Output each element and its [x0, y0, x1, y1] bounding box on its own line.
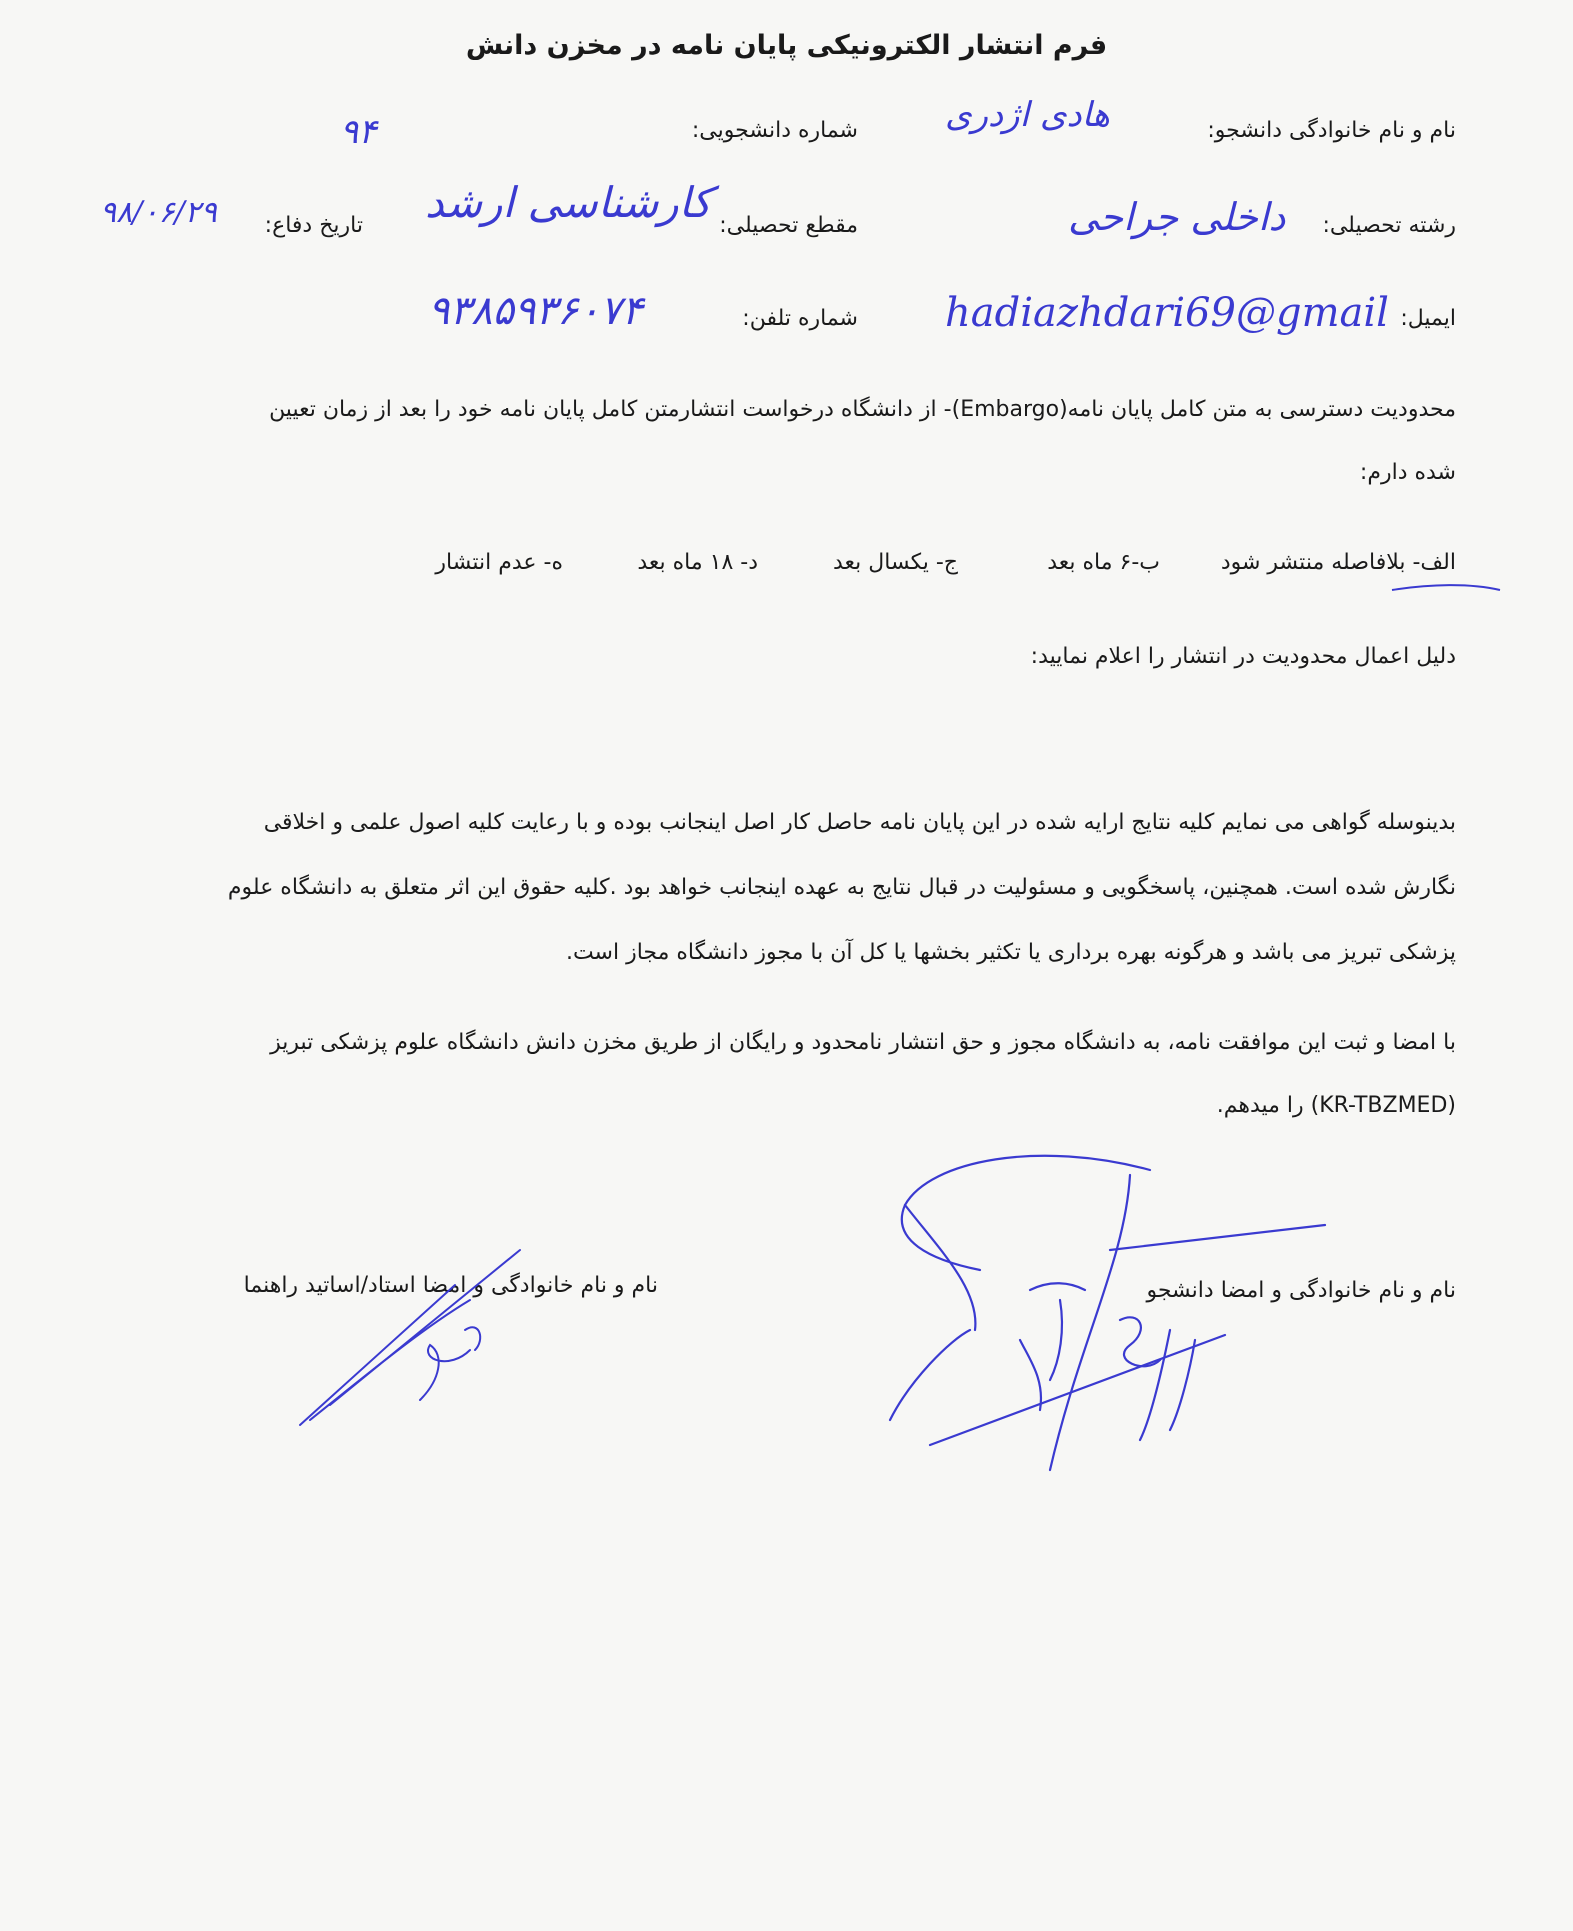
embargo-option-no-publish: ه- عدم انتشار — [435, 550, 563, 575]
license-line-2: (KR-TBZMED) را میدهم. — [1216, 1093, 1456, 1118]
phone-label: شماره تلفن: — [742, 306, 858, 331]
embargo-line-2: شده دارم: — [1359, 460, 1456, 485]
email-label: ایمیل: — [1400, 306, 1456, 331]
student-name-label: نام و نام خانوادگی دانشجو: — [1207, 118, 1456, 143]
student-name-value: هادی اژدری — [945, 95, 1110, 135]
major-value: داخلی جراحی — [1068, 195, 1286, 239]
declaration-line-1: بدینوسله گواهی می نمایم کلیه نتایج ارایه شده در این پایان نامه حاصل کار اصل اینجانب بوده و با رعایت کلیه اصول علمی و اخلاقی — [263, 810, 1456, 835]
major-label: رشته تحصیلی: — [1322, 213, 1456, 238]
embargo-option-18-months: د- ۱۸ ماه بعد — [637, 550, 758, 575]
degree-value: کارشناسی ارشد — [425, 178, 712, 227]
defense-date-label: تاریخ دفاع: — [264, 213, 363, 238]
email-value: hadiazhdari69@gmail — [945, 290, 1389, 336]
license-line-1: با امضا و ثبت این موافقت نامه، به دانشگاه مجوز و حق انتشار نامحدود و رایگان از طریق مخزن دانش دانشگاه علوم پزشکی تبریز — [270, 1030, 1456, 1055]
student-signature-label: نام و نام خانوادگی و امضا دانشجو — [1146, 1278, 1456, 1303]
embargo-reason-label: دلیل اعمال محدودیت در انتشار را اعلام نمایید: — [1030, 644, 1456, 669]
declaration-line-3: پزشکی تبریز می باشد و هرگونه بهره برداری یا تکثیر بخشها یا کل آن با مجوز دانشگاه مجاز است. — [565, 940, 1456, 965]
declaration-line-2: نگارش شده است. همچنین، پاسخگویی و مسئولیت در قبال نتایج به عهده اینجانب خواهد بود .کلیه حقوق این اثر متعلق به دانشگاه علوم — [227, 875, 1456, 900]
phone-value: ۹۳۸۵۹۳۶۰۷۴ — [428, 288, 643, 334]
advisor-signature-ink — [300, 1250, 520, 1425]
degree-label: مقطع تحصیلی: — [719, 213, 858, 238]
advisor-signature-label: نام و نام خانوادگی و امضا استاد/اساتید راهنما — [243, 1273, 658, 1298]
student-id-value: ۹۴ — [340, 112, 377, 152]
embargo-option-1-year: ج- یکسال بعد — [833, 550, 958, 575]
defense-date-value: ۹۸/۰۶/۲۹ — [100, 195, 217, 230]
student-signature-ink — [890, 1156, 1325, 1470]
embargo-option-immediate: الف- بلافاصله منتشر شود — [1220, 550, 1456, 575]
selected-option-underline — [1392, 585, 1500, 590]
embargo-line-1: محدودیت دسترسی به متن کامل پایان نامه(Embargo)- از دانشگاه درخواست انتشارمتن کامل پایان نامه خود را بعد از زمان تعیین — [269, 397, 1456, 422]
page-title: فرم انتشار الکترونیکی پایان نامه در مخزن دانش — [465, 30, 1108, 61]
embargo-option-6-months: ب-۶ ماه بعد — [1047, 550, 1160, 575]
student-id-label: شماره دانشجویی: — [691, 118, 858, 143]
